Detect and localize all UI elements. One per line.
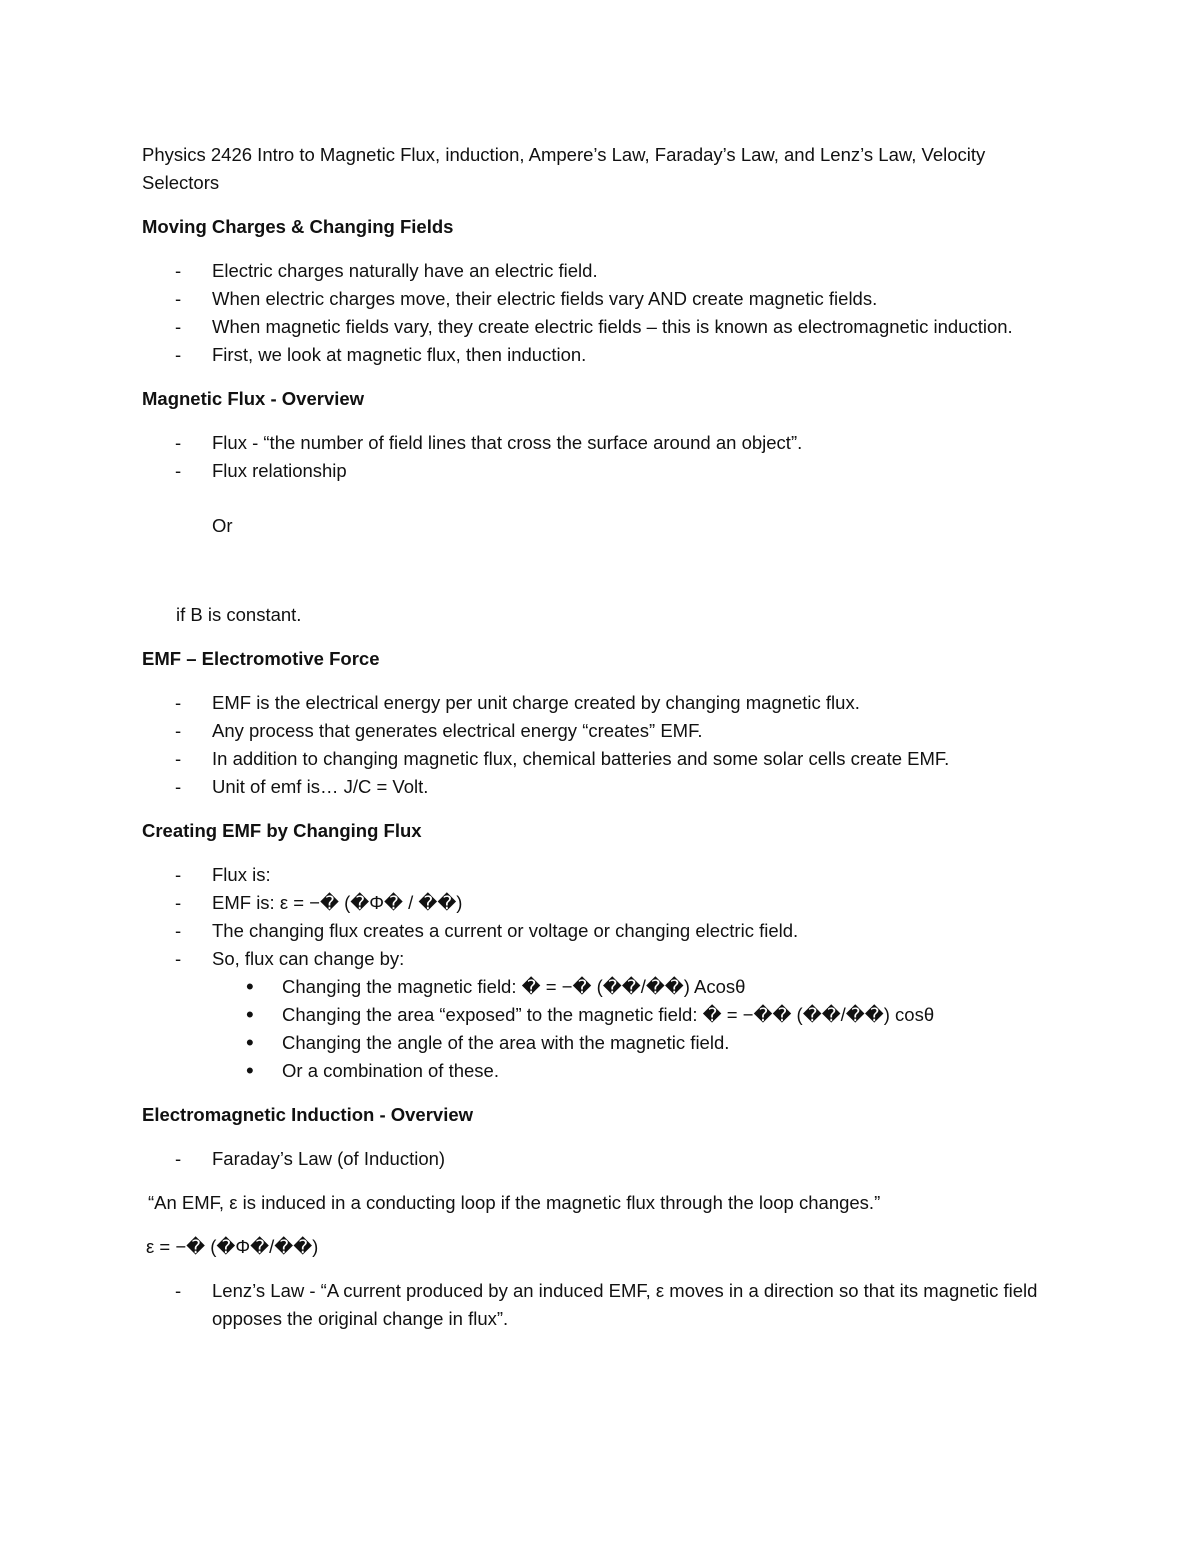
list-item: - Flux - “the number of field lines that cross the surface around an object”. <box>142 429 1062 457</box>
list-item: - Any process that generates electrical energy “creates” EMF. <box>142 717 1062 745</box>
list-item-text: So, flux can change by: <box>212 948 405 969</box>
or-text: Or <box>212 515 233 536</box>
bullet-item: • Or a combination of these. <box>142 1057 1062 1085</box>
induction-list <box>142 1145 1062 1173</box>
moving-charges-list <box>142 257 1062 369</box>
bullet-item: • Changing the area “exposed” to the magnetic field: � = −�� (��/��) cosθ <box>142 1001 1062 1029</box>
bullet-item: • Changing the angle of the area with the magnetic field. <box>142 1029 1062 1057</box>
list-item <box>142 945 1062 1085</box>
list-item: - First, we look at magnetic flux, then induction. <box>142 341 1062 369</box>
emf-list <box>142 689 1062 801</box>
faraday-quote: “An EMF, ε is induced in a conducting loop if the magnetic flux through the loop changes.” <box>148 1192 881 1213</box>
heading-electromagnetic-induction: Electromagnetic Induction - Overview <box>142 1104 474 1125</box>
faraday-formula: ε = −� (�Φ�/��) <box>146 1236 319 1257</box>
document-page <box>142 141 1062 1349</box>
heading-moving-charges: Moving Charges & Changing Fields <box>142 216 454 237</box>
list-item: - Unit of emf is… J/C = Volt. <box>142 773 1062 801</box>
document-title: Physics 2426 Intro to Magnetic Flux, induction, Ampere’s Law, Faraday’s Law, and Lenz’s Law, Velocity Selectors <box>142 144 986 193</box>
list-item: - EMF is the electrical energy per unit charge created by changing magnetic flux. <box>142 689 1062 717</box>
if-b-constant-text: if B is constant. <box>176 604 302 625</box>
heading-emf: EMF – Electromotive Force <box>142 648 380 669</box>
list-item: - Flux is: <box>142 861 1062 889</box>
creating-emf-list <box>142 861 1062 1085</box>
list-item: - When magnetic fields vary, they create electric fields – this is known as electromagnetic induction. <box>142 313 1062 341</box>
list-item: - Electric charges naturally have an electric field. <box>142 257 1062 285</box>
magnetic-flux-list <box>142 429 1062 485</box>
list-item: - Lenz’s Law - “A current produced by an induced EMF, ε moves in a direction so that its magnetic field opposes the original change in flux”. <box>142 1277 1062 1333</box>
list-item: - Flux relationship <box>142 457 1062 485</box>
list-item: - Faraday’s Law (of Induction) <box>142 1145 1062 1173</box>
heading-creating-emf: Creating EMF by Changing Flux <box>142 820 422 841</box>
heading-magnetic-flux: Magnetic Flux - Overview <box>142 388 365 409</box>
list-item: - EMF is: ε = −� (�Φ� / ��) <box>142 889 1062 917</box>
list-item: - The changing flux creates a current or voltage or changing electric field. <box>142 917 1062 945</box>
flux-change-bullets <box>212 973 1062 1085</box>
list-item: - In addition to changing magnetic flux, chemical batteries and some solar cells create EMF. <box>142 745 1062 773</box>
bullet-item: • Changing the magnetic field: � = −� (��/��) Acosθ <box>142 973 1062 1001</box>
list-item: - When electric charges move, their electric fields vary AND create magnetic fields. <box>142 285 1062 313</box>
lenz-list <box>142 1277 1062 1333</box>
